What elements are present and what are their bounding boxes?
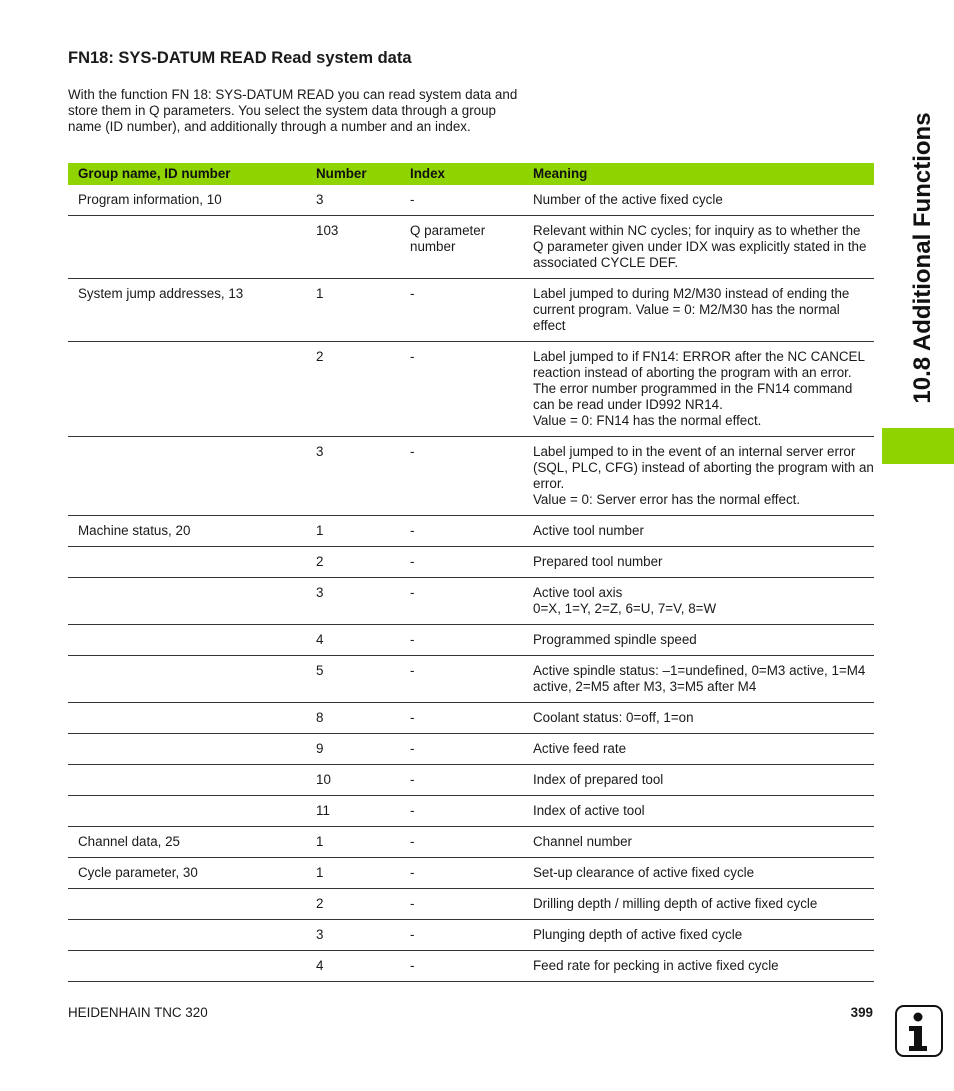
cell-group bbox=[68, 656, 306, 703]
cell-group bbox=[68, 437, 306, 516]
cell-meaning: Label jumped to in the event of an internal server error (SQL, PLC, CFG) instead of aborting the program with an error. Value = 0: Server error has the normal effect. bbox=[523, 437, 874, 516]
cell-group: System jump addresses, 13 bbox=[68, 279, 306, 342]
chapter-tab-marker bbox=[882, 428, 954, 464]
chapter-side-title: 10.8 Additional Functions bbox=[909, 112, 936, 404]
cell-meaning: Channel number bbox=[523, 827, 874, 858]
cell-meaning: Plunging depth of active fixed cycle bbox=[523, 920, 874, 951]
cell-meaning: Index of active tool bbox=[523, 796, 874, 827]
cell-group: Cycle parameter, 30 bbox=[68, 858, 306, 889]
table-row bbox=[68, 734, 874, 765]
cell-meaning: Set-up clearance of active fixed cycle bbox=[523, 858, 874, 889]
cell-number: 3 bbox=[306, 185, 400, 216]
table-row bbox=[68, 951, 874, 982]
cell-meaning: Prepared tool number bbox=[523, 547, 874, 578]
cell-index: - bbox=[400, 951, 523, 982]
cell-index: - bbox=[400, 279, 523, 342]
cell-number: 9 bbox=[306, 734, 400, 765]
cell-group bbox=[68, 625, 306, 656]
cell-meaning: Feed rate for pecking in active fixed cycle bbox=[523, 951, 874, 982]
cell-number: 11 bbox=[306, 796, 400, 827]
cell-group bbox=[68, 578, 306, 625]
intro-paragraph: With the function FN 18: SYS-DATUM READ you can read system data and store them in Q parameters. You select the system data through a group name (ID number), and additionally through a number and an index. bbox=[68, 87, 518, 134]
cell-meaning: Drilling depth / milling depth of active fixed cycle bbox=[523, 889, 874, 920]
table-header-row bbox=[68, 163, 874, 185]
cell-group bbox=[68, 920, 306, 951]
cell-number: 3 bbox=[306, 920, 400, 951]
cell-index: - bbox=[400, 578, 523, 625]
table-row bbox=[68, 516, 874, 547]
cell-index: - bbox=[400, 858, 523, 889]
cell-index: - bbox=[400, 920, 523, 951]
cell-index: - bbox=[400, 625, 523, 656]
cell-group: Program information, 10 bbox=[68, 185, 306, 216]
cell-meaning: Label jumped to during M2/M30 instead of ending the current program. Value = 0: M2/M30 has the normal effect bbox=[523, 279, 874, 342]
cell-meaning: Active spindle status: –1=undefined, 0=M3 active, 1=M4 active, 2=M5 after M3, 3=M5 after M4 bbox=[523, 656, 874, 703]
cell-number: 8 bbox=[306, 703, 400, 734]
cell-group bbox=[68, 796, 306, 827]
cell-index: - bbox=[400, 437, 523, 516]
table-row bbox=[68, 703, 874, 734]
footer-product: HEIDENHAIN TNC 320 bbox=[68, 1005, 208, 1020]
cell-number: 3 bbox=[306, 437, 400, 516]
table-row bbox=[68, 920, 874, 951]
cell-number: 1 bbox=[306, 516, 400, 547]
table-row bbox=[68, 547, 874, 578]
cell-number: 2 bbox=[306, 889, 400, 920]
system-data-table bbox=[68, 163, 874, 982]
header-group: Group name, ID number bbox=[68, 163, 306, 185]
table-row bbox=[68, 279, 874, 342]
cell-index: - bbox=[400, 765, 523, 796]
cell-group bbox=[68, 703, 306, 734]
cell-meaning: Number of the active fixed cycle bbox=[523, 185, 874, 216]
cell-number: 1 bbox=[306, 858, 400, 889]
header-index: Index bbox=[400, 163, 523, 185]
cell-number: 1 bbox=[306, 827, 400, 858]
table-row bbox=[68, 578, 874, 625]
cell-index: - bbox=[400, 547, 523, 578]
cell-group bbox=[68, 547, 306, 578]
cell-meaning: Index of prepared tool bbox=[523, 765, 874, 796]
cell-group bbox=[68, 889, 306, 920]
table-row bbox=[68, 796, 874, 827]
table-row bbox=[68, 827, 874, 858]
table-row bbox=[68, 185, 874, 216]
header-meaning: Meaning bbox=[523, 163, 874, 185]
table-row bbox=[68, 889, 874, 920]
cell-number: 3 bbox=[306, 578, 400, 625]
cell-index: - bbox=[400, 656, 523, 703]
info-icon bbox=[895, 1005, 943, 1057]
table-row bbox=[68, 437, 874, 516]
table-row bbox=[68, 216, 874, 279]
cell-group bbox=[68, 216, 306, 279]
table-row bbox=[68, 625, 874, 656]
cell-group: Machine status, 20 bbox=[68, 516, 306, 547]
cell-group: Channel data, 25 bbox=[68, 827, 306, 858]
cell-meaning: Label jumped to if FN14: ERROR after the NC CANCEL reaction instead of aborting the program with an error. The error number programmed in the FN14 command can be read under ID992 NR14. Value = 0: FN14 has the normal effect. bbox=[523, 342, 874, 437]
table-row bbox=[68, 342, 874, 437]
cell-index: - bbox=[400, 734, 523, 765]
cell-index: Q parameter number bbox=[400, 216, 523, 279]
cell-meaning: Active tool axis 0=X, 1=Y, 2=Z, 6=U, 7=V, 8=W bbox=[523, 578, 874, 625]
cell-number: 4 bbox=[306, 625, 400, 656]
cell-number: 4 bbox=[306, 951, 400, 982]
table-row bbox=[68, 858, 874, 889]
cell-index: - bbox=[400, 516, 523, 547]
cell-meaning: Active tool number bbox=[523, 516, 874, 547]
table-row bbox=[68, 765, 874, 796]
cell-meaning: Coolant status: 0=off, 1=on bbox=[523, 703, 874, 734]
cell-group bbox=[68, 342, 306, 437]
cell-number: 103 bbox=[306, 216, 400, 279]
cell-group bbox=[68, 734, 306, 765]
cell-meaning: Active feed rate bbox=[523, 734, 874, 765]
page-number: 399 bbox=[850, 1005, 873, 1020]
cell-number: 5 bbox=[306, 656, 400, 703]
cell-group bbox=[68, 951, 306, 982]
section-heading: FN18: SYS-DATUM READ Read system data bbox=[68, 49, 412, 67]
cell-index: - bbox=[400, 827, 523, 858]
header-number: Number bbox=[306, 163, 400, 185]
cell-index: - bbox=[400, 703, 523, 734]
cell-number: 10 bbox=[306, 765, 400, 796]
info-icon-glyph bbox=[897, 1007, 941, 1055]
cell-group bbox=[68, 765, 306, 796]
cell-index: - bbox=[400, 342, 523, 437]
cell-meaning: Relevant within NC cycles; for inquiry as to whether the Q parameter given under IDX was explicitly stated in the associated CYCLE DEF. bbox=[523, 216, 874, 279]
table-row bbox=[68, 656, 874, 703]
cell-index: - bbox=[400, 889, 523, 920]
cell-meaning: Programmed spindle speed bbox=[523, 625, 874, 656]
cell-number: 1 bbox=[306, 279, 400, 342]
cell-index: - bbox=[400, 796, 523, 827]
cell-index: - bbox=[400, 185, 523, 216]
cell-number: 2 bbox=[306, 342, 400, 437]
cell-number: 2 bbox=[306, 547, 400, 578]
